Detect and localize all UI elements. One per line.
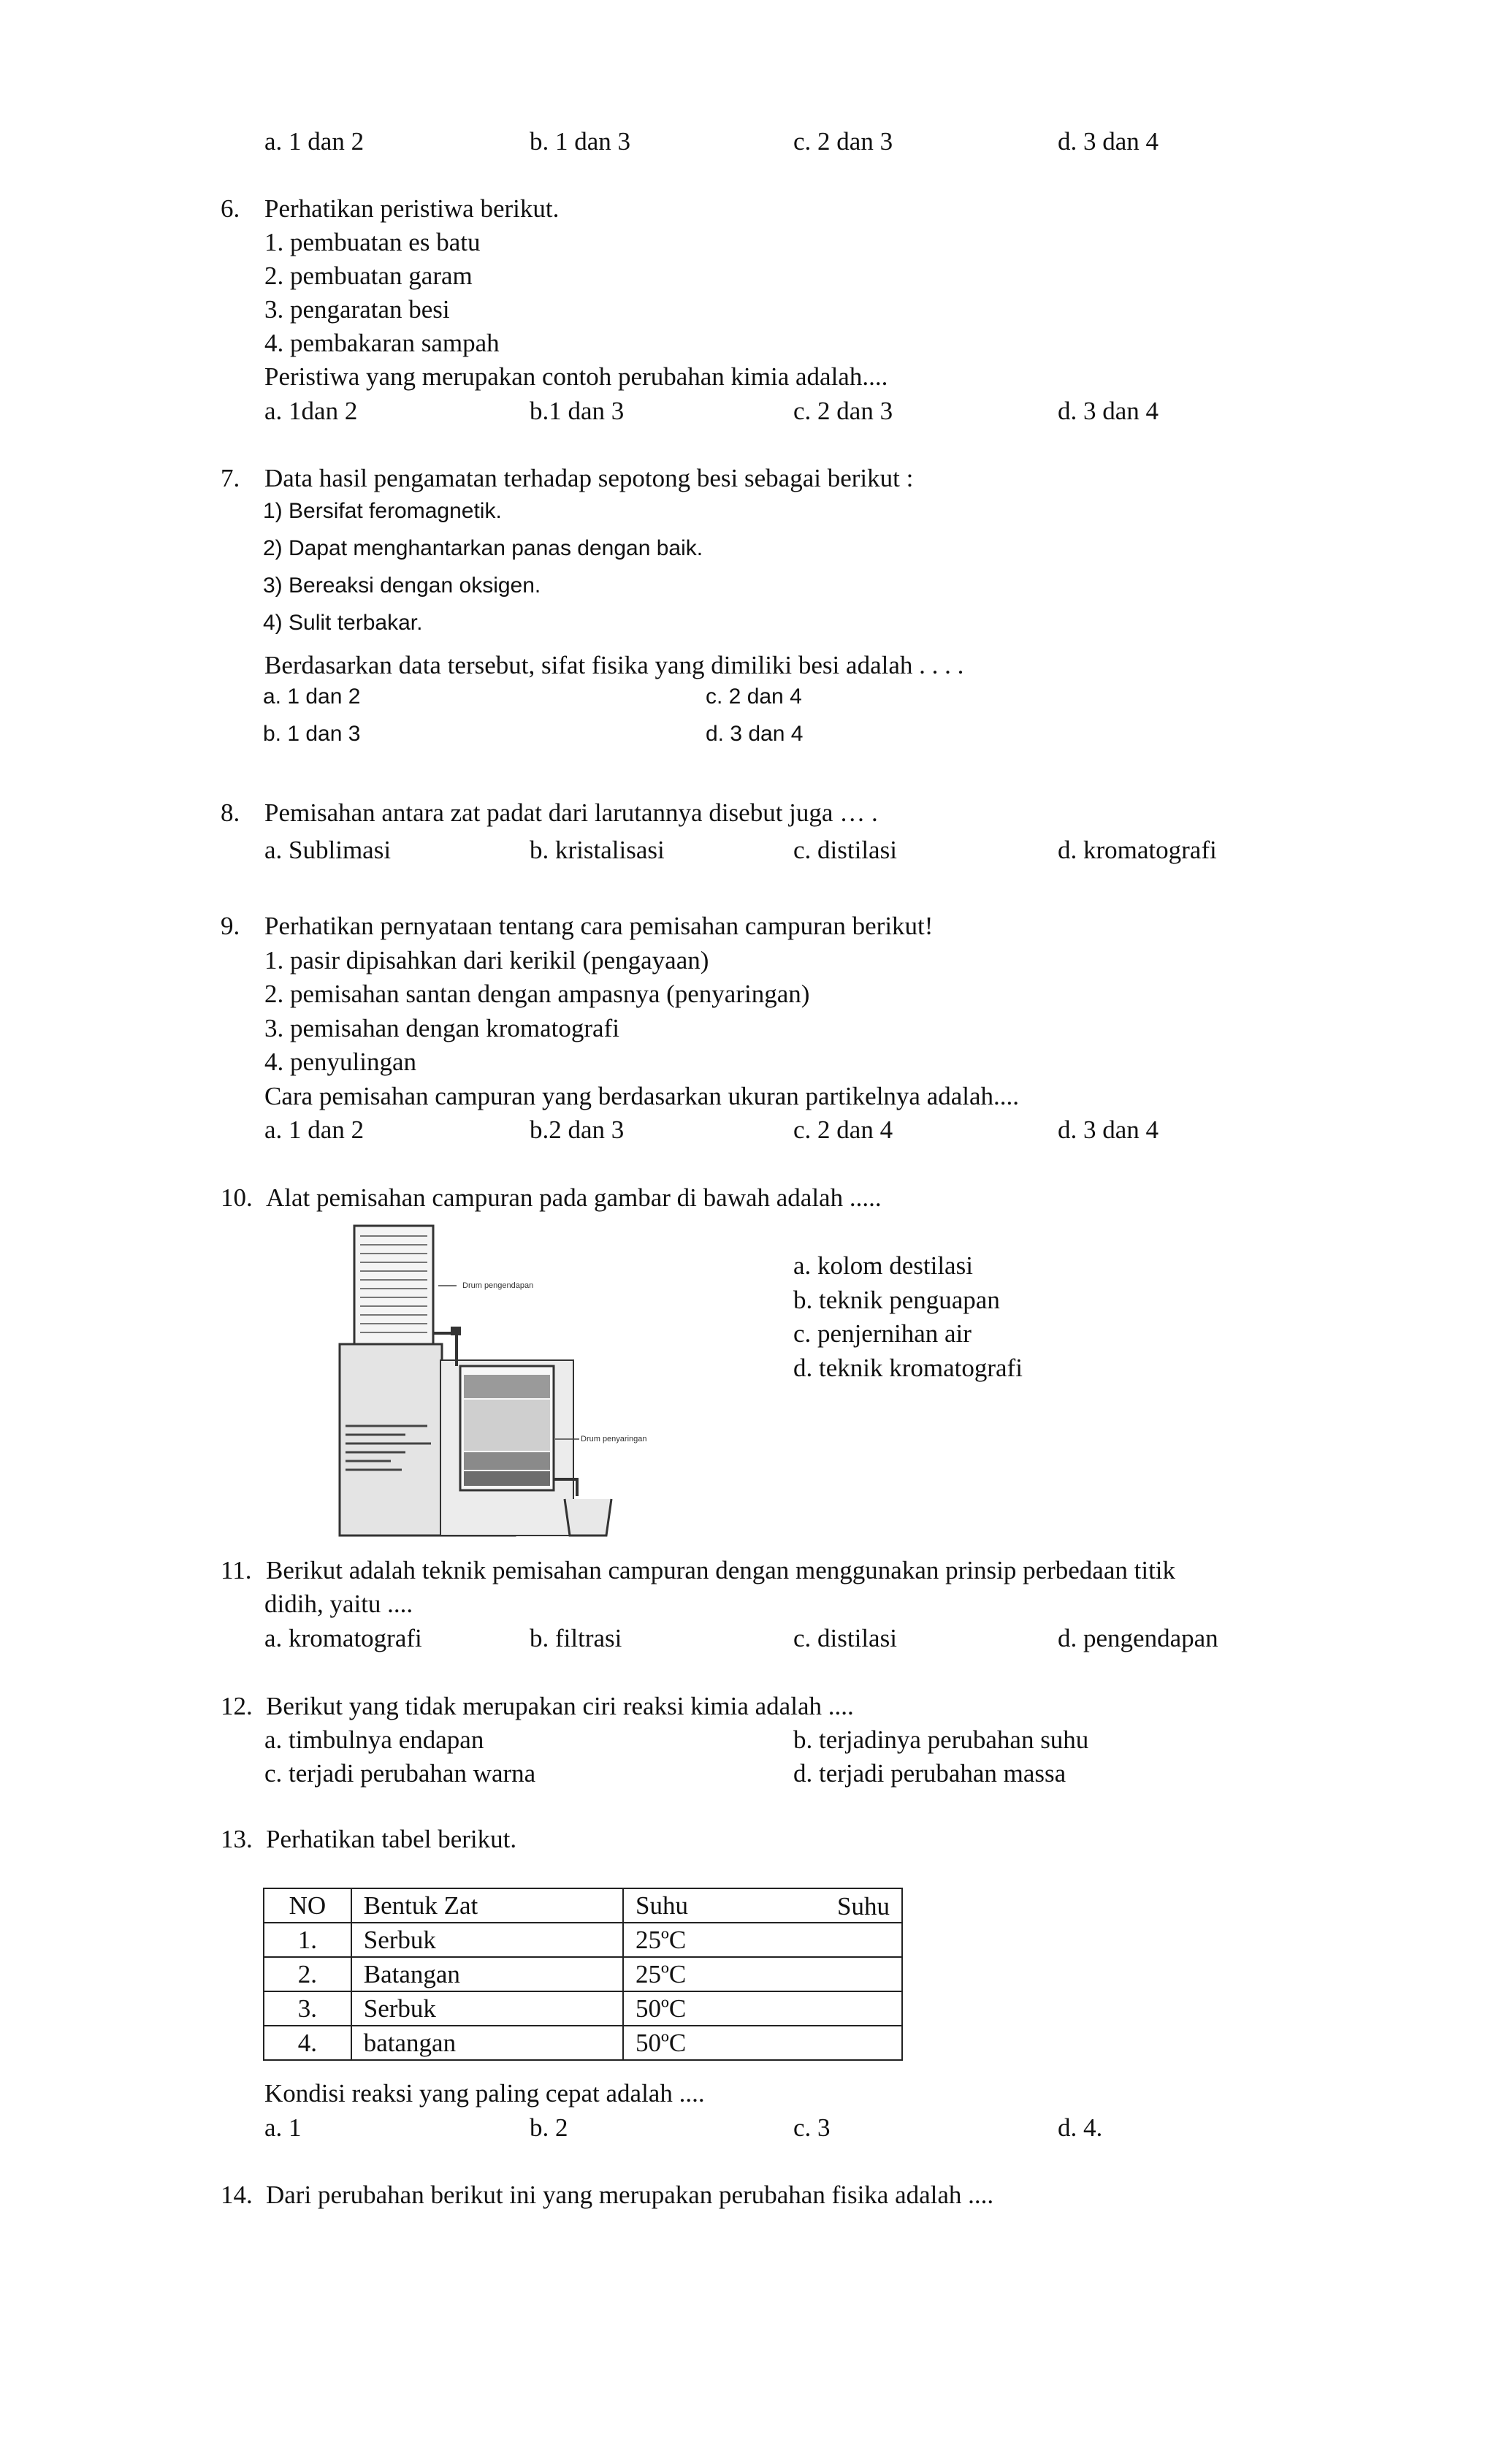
q6-item: 3. pengaratan besi [264, 295, 450, 324]
table-cell-suhu: 25ºC [623, 1923, 902, 1957]
q10-prompt: Alat pemisahan campuran pada gambar di bawah adalah ..... [266, 1183, 882, 1212]
q8-option-b[interactable]: b. kristalisasi [530, 836, 665, 864]
q10-option-c[interactable]: c. penjernihan air [793, 1319, 972, 1348]
table-row [264, 2026, 902, 2060]
q12-option-d[interactable]: d. terjadi perubahan massa [793, 1759, 1066, 1788]
q5-option-d[interactable]: d. 3 dan 4 [1058, 127, 1159, 156]
q9-item: 3. pemisahan dengan kromatografi [264, 1014, 619, 1042]
q7-option-b[interactable]: b. 1 dan 3 [263, 722, 361, 746]
q12-number: 12. [221, 1692, 253, 1720]
table-header-no: NO [264, 1888, 351, 1923]
q13-option-c[interactable]: c. 3 [793, 2113, 831, 2142]
q9-prompt: Perhatikan pernyataan tentang cara pemisahan campuran berikut! [264, 912, 934, 940]
q6-option-a[interactable]: a. 1dan 2 [264, 397, 358, 425]
q6-option-c[interactable]: c. 2 dan 3 [793, 397, 893, 425]
table-cell-bentuk: Batangan [351, 1957, 623, 1991]
q7-option-d[interactable]: d. 3 dan 4 [706, 722, 804, 746]
table-cell-suhu: 50ºC [623, 1991, 902, 2026]
q12-option-b[interactable]: b. terjadinya perubahan suhu [793, 1725, 1089, 1754]
table-cell-bentuk: Serbuk [351, 1991, 623, 2026]
table-header-suhu-right: Suhu [837, 1892, 890, 1921]
drum-filter-label: Drum penyaringan [581, 1435, 647, 1443]
q5-option-c[interactable]: c. 2 dan 3 [793, 127, 893, 156]
q6-question: Peristiwa yang merupakan contoh perubahan kimia adalah.... [264, 362, 888, 391]
table-header-row [264, 1888, 902, 1923]
q11-option-b[interactable]: b. filtrasi [530, 1624, 622, 1652]
table-cell-bentuk: Serbuk [351, 1923, 623, 1957]
q13-option-b[interactable]: b. 2 [530, 2113, 568, 2142]
q9-question: Cara pemisahan campuran yang berdasarkan ukuran partikelnya adalah.... [264, 1082, 1020, 1110]
q5-option-a[interactable]: a. 1 dan 2 [264, 127, 365, 156]
table-cell-no: 2. [264, 1957, 351, 1991]
table-cell-bentuk: batangan [351, 2026, 623, 2060]
q8-option-c[interactable]: c. distilasi [793, 836, 897, 864]
q6-item: 1. pembuatan es batu [264, 228, 481, 256]
table-cell-no: 1. [264, 1923, 351, 1957]
q12-prompt: Berikut yang tidak merupakan ciri reaksi kimia adalah .... [266, 1692, 854, 1720]
table-cell-suhu: 50ºC [623, 2026, 902, 2060]
q11-prompt: Berikut adalah teknik pemisahan campuran dengan menggunakan prinsip perbedaan titik [266, 1556, 1176, 1584]
table-header-bentuk: Bentuk Zat [351, 1888, 623, 1923]
q7-number: 7. [221, 464, 240, 492]
q11-option-c[interactable]: c. distilasi [793, 1624, 897, 1652]
table-cell-no: 3. [264, 1991, 351, 2026]
table-row [264, 1991, 902, 2026]
q9-option-b[interactable]: b.2 dan 3 [530, 1115, 625, 1144]
q13-question: Kondisi reaksi yang paling cepat adalah .... [264, 2079, 705, 2108]
q9-item: 2. pemisahan santan dengan ampasnya (penyaringan) [264, 980, 810, 1008]
table-cell-no: 4. [264, 2026, 351, 2060]
q6-option-b[interactable]: b.1 dan 3 [530, 397, 625, 425]
q6-item: 4. pembakaran sampah [264, 329, 500, 357]
q7-question: Berdasarkan data tersebut, sifat fisika yang dimiliki besi adalah . . . . [264, 651, 964, 679]
q10-option-d[interactable]: d. teknik kromatografi [793, 1354, 1023, 1382]
q14-number: 14. [221, 2181, 253, 2209]
q6-prompt: Perhatikan peristiwa berikut. [264, 194, 560, 223]
q7-item: 2) Dapat menghantarkan panas dengan baik. [263, 536, 703, 560]
q11-option-d[interactable]: d. pengendapan [1058, 1624, 1218, 1652]
table-header-suhu [623, 1888, 902, 1923]
q13-prompt: Perhatikan tabel berikut. [266, 1825, 517, 1853]
q7-prompt: Data hasil pengamatan terhadap sepotong besi sebagai berikut : [264, 464, 914, 492]
q9-item: 4. penyulingan [264, 1048, 417, 1076]
q7-item: 3) Bereaksi dengan oksigen. [263, 573, 541, 598]
q14-prompt: Dari perubahan berikut ini yang merupakan perubahan fisika adalah .... [266, 2181, 994, 2209]
q7-item: 4) Sulit terbakar. [263, 611, 423, 635]
q6-option-d[interactable]: d. 3 dan 4 [1058, 397, 1159, 425]
q6-number: 6. [221, 194, 240, 223]
q8-prompt: Pemisahan antara zat padat dari larutannya disebut juga … . [264, 798, 878, 827]
q8-option-d[interactable]: d. kromatografi [1058, 836, 1217, 864]
q8-option-a[interactable]: a. Sublimasi [264, 836, 392, 864]
table-row [264, 1923, 902, 1957]
q13-table [263, 1888, 903, 2061]
q9-option-c[interactable]: c. 2 dan 4 [793, 1115, 893, 1144]
q10-number: 10. [221, 1183, 253, 1212]
drum-settling-label: Drum pengendapan [462, 1281, 534, 1290]
q10-option-b[interactable]: b. teknik penguapan [793, 1286, 1000, 1314]
q13-option-a[interactable]: a. 1 [264, 2113, 302, 2142]
q7-option-a[interactable]: a. 1 dan 2 [263, 684, 361, 709]
q9-number: 9. [221, 912, 240, 940]
q8-number: 8. [221, 798, 240, 827]
q9-option-a[interactable]: a. 1 dan 2 [264, 1115, 365, 1144]
q12-option-a[interactable]: a. timbulnya endapan [264, 1725, 484, 1754]
q13-option-d[interactable]: d. 4. [1058, 2113, 1103, 2142]
q7-item: 1) Bersifat feromagnetik. [263, 499, 502, 523]
q5-option-b[interactable]: b. 1 dan 3 [530, 127, 631, 156]
table-cell-suhu: 25ºC [623, 1957, 902, 1991]
water-purification-figure [332, 1220, 661, 1541]
table-row [264, 1957, 902, 1991]
q11-prompt-cont: didih, yaitu .... [264, 1590, 413, 1618]
q11-option-a[interactable]: a. kromatografi [264, 1624, 422, 1652]
q13-number: 13. [221, 1825, 253, 1853]
q6-item: 2. pembuatan garam [264, 262, 473, 290]
table-header-suhu-left: Suhu [635, 1891, 688, 1920]
q10-option-a[interactable]: a. kolom destilasi [793, 1251, 973, 1280]
q9-option-d[interactable]: d. 3 dan 4 [1058, 1115, 1159, 1144]
q11-number: 11. [221, 1556, 252, 1584]
q12-option-c[interactable]: c. terjadi perubahan warna [264, 1759, 536, 1788]
q9-item: 1. pasir dipisahkan dari kerikil (pengayaan) [264, 946, 709, 974]
q7-option-c[interactable]: c. 2 dan 4 [706, 684, 802, 709]
